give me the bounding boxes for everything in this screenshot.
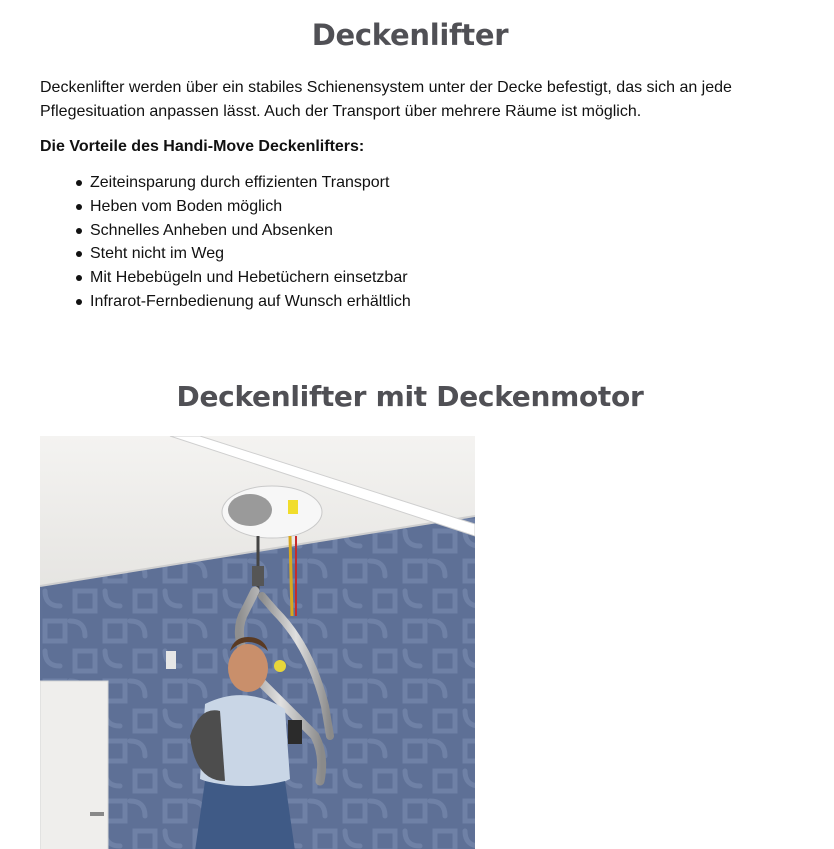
list-item: Infrarot-Fernbedienung auf Wunsch erhältlich <box>74 290 411 314</box>
list-item: Mit Hebebügeln und Hebetüchern einsetzbar <box>74 266 411 290</box>
benefits-list <box>74 171 411 314</box>
section-title: Deckenlifter mit Deckenmotor <box>176 380 644 413</box>
list-item: Schnelles Anheben und Absenken <box>74 219 411 243</box>
ceiling-lift-photo <box>40 436 475 849</box>
list-item: Zeiteinsparung durch effizienten Transport <box>74 171 411 195</box>
benefits-heading: Die Vorteile des Handi-Move Deckenlifters: <box>40 138 365 155</box>
list-item: Heben vom Boden möglich <box>74 195 411 219</box>
list-item: Steht nicht im Weg <box>74 242 411 266</box>
page-title: Deckenlifter <box>311 18 509 52</box>
intro-paragraph: Deckenlifter werden über ein stabiles Schienensystem unter der Decke befestigt, das sich an jede Pflegesituation anpassen lässt. Auch der Transport über mehrere Räume ist möglich. <box>40 79 732 120</box>
